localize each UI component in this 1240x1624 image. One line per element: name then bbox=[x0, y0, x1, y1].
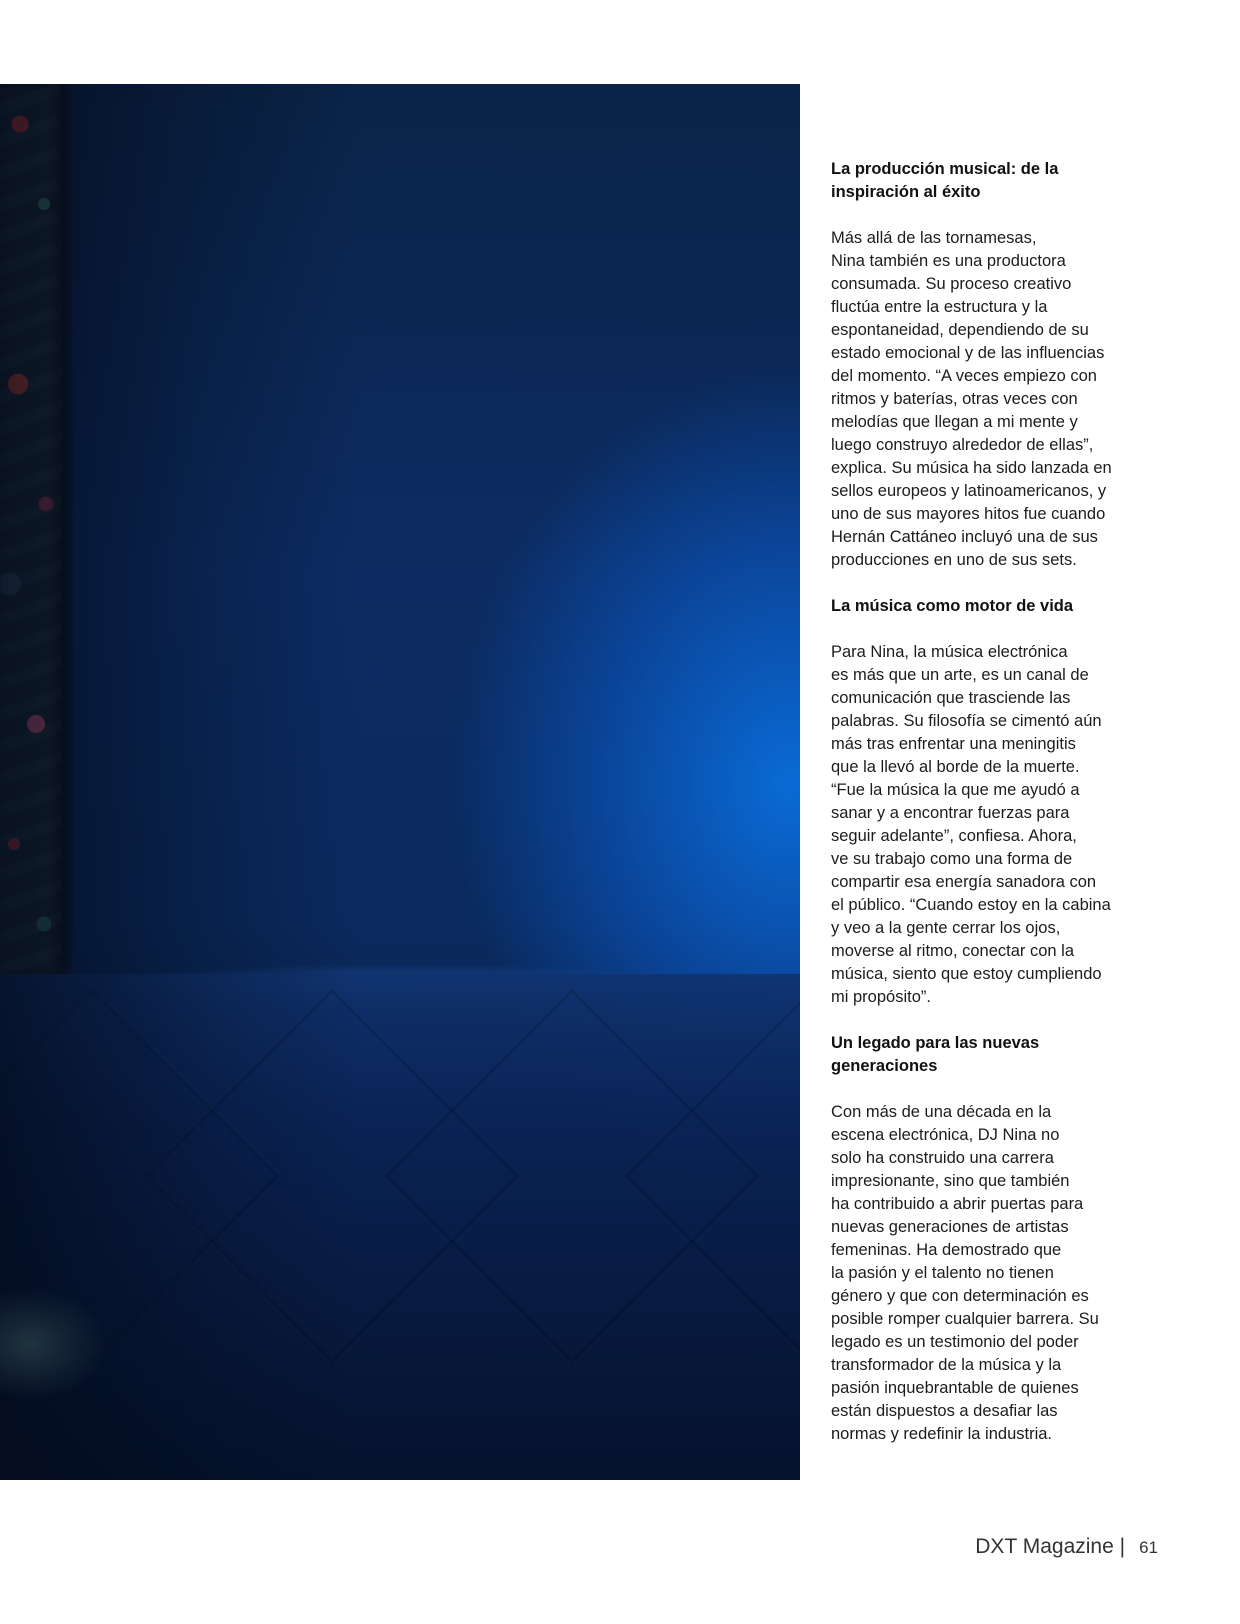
body-line: Para Nina, la música electrónica bbox=[831, 643, 1068, 661]
heading-line: La producción musical: de la bbox=[831, 160, 1059, 178]
section-legacy bbox=[831, 1032, 1131, 1446]
body-line: mi propósito”. bbox=[831, 988, 931, 1006]
page-number: 61 bbox=[1139, 1538, 1158, 1557]
article-photo bbox=[0, 84, 800, 1480]
body-line: nuevas generaciones de artistas bbox=[831, 1218, 1069, 1236]
body-line: pasión inquebrantable de quienes bbox=[831, 1379, 1079, 1397]
page-footer bbox=[975, 1535, 1158, 1559]
body-line: solo ha construido una carrera bbox=[831, 1149, 1054, 1167]
section-music-life bbox=[831, 595, 1131, 1009]
body-line: Con más de una década en la bbox=[831, 1103, 1052, 1121]
body-line: explica. Su música ha sido lanzada en bbox=[831, 459, 1112, 477]
section-heading bbox=[831, 158, 1131, 204]
body-line: están dispuestos a desafiar las bbox=[831, 1402, 1058, 1420]
body-line: normas y redefinir la industria. bbox=[831, 1425, 1053, 1443]
body-line: que la llevó al borde de la muerte. bbox=[831, 758, 1080, 776]
heading-line: La música como motor de vida bbox=[831, 597, 1074, 615]
body-line: producciones en uno de sus sets. bbox=[831, 551, 1077, 569]
body-line: escena electrónica, DJ Nina no bbox=[831, 1126, 1060, 1144]
body-line: la pasión y el talento no tienen bbox=[831, 1264, 1054, 1282]
section-body bbox=[831, 1101, 1131, 1446]
heading-line: Un legado para las nuevas bbox=[831, 1034, 1040, 1052]
body-line: y veo a la gente cerrar los ojos, bbox=[831, 919, 1061, 937]
body-line: impresionante, sino que también bbox=[831, 1172, 1070, 1190]
body-line: “Fue la música la que me ayudó a bbox=[831, 781, 1080, 799]
body-line: consumada. Su proceso creativo bbox=[831, 275, 1072, 293]
heading-line: inspiración al éxito bbox=[831, 183, 981, 201]
body-line: el público. “Cuando estoy en la cabina bbox=[831, 896, 1111, 914]
body-line: fluctúa entre la estructura y la bbox=[831, 298, 1048, 316]
body-line: seguir adelante”, confiesa. Ahora, bbox=[831, 827, 1077, 845]
body-line: compartir esa energía sanadora con bbox=[831, 873, 1097, 891]
article-column bbox=[831, 158, 1131, 1469]
body-line: es más que un arte, es un canal de bbox=[831, 666, 1089, 684]
body-line: del momento. “A veces empiezo con bbox=[831, 367, 1097, 385]
body-line: legado es un testimonio del poder bbox=[831, 1333, 1079, 1351]
body-line: ve su trabajo como una forma de bbox=[831, 850, 1073, 868]
body-line: melodías que llegan a mi mente y bbox=[831, 413, 1078, 431]
body-line: uno de sus mayores hitos fue cuando bbox=[831, 505, 1106, 523]
body-line: Nina también es una productora bbox=[831, 252, 1066, 270]
body-line: palabras. Su filosofía se cimentó aún bbox=[831, 712, 1102, 730]
section-heading bbox=[831, 595, 1131, 618]
body-line: moverse al ritmo, conectar con la bbox=[831, 942, 1075, 960]
body-line: espontaneidad, dependiendo de su bbox=[831, 321, 1089, 339]
body-line: más tras enfrentar una meningitis bbox=[831, 735, 1076, 753]
body-line: luego construyo alrededor de ellas”, bbox=[831, 436, 1094, 454]
heading-line: generaciones bbox=[831, 1057, 938, 1075]
sofa-tuft bbox=[625, 989, 800, 1362]
magazine-name: DXT Magazine | bbox=[975, 1535, 1126, 1558]
person-arm bbox=[0, 1264, 120, 1424]
body-line: música, siento que estoy cumpliendo bbox=[831, 965, 1102, 983]
section-body bbox=[831, 641, 1131, 1009]
body-line: ha contribuido a abrir puertas para bbox=[831, 1195, 1084, 1213]
body-line: estado emocional y de las influencias bbox=[831, 344, 1105, 362]
body-line: ritmos y baterías, otras veces con bbox=[831, 390, 1078, 408]
section-body bbox=[831, 227, 1131, 572]
section-production bbox=[831, 158, 1131, 572]
body-line: género y que con determinación es bbox=[831, 1287, 1089, 1305]
section-heading bbox=[831, 1032, 1131, 1078]
body-line: posible romper cualquier barrera. Su bbox=[831, 1310, 1099, 1328]
body-line: Más allá de las tornamesas, bbox=[831, 229, 1037, 247]
body-line: femeninas. Ha demostrado que bbox=[831, 1241, 1062, 1259]
body-line: sanar y a encontrar fuerzas para bbox=[831, 804, 1070, 822]
body-line: Hernán Cattáneo incluyó una de sus bbox=[831, 528, 1098, 546]
body-line: transformador de la música y la bbox=[831, 1356, 1062, 1374]
body-line: comunicación que trasciende las bbox=[831, 689, 1071, 707]
body-line: sellos europeos y latinoamericanos, y bbox=[831, 482, 1107, 500]
